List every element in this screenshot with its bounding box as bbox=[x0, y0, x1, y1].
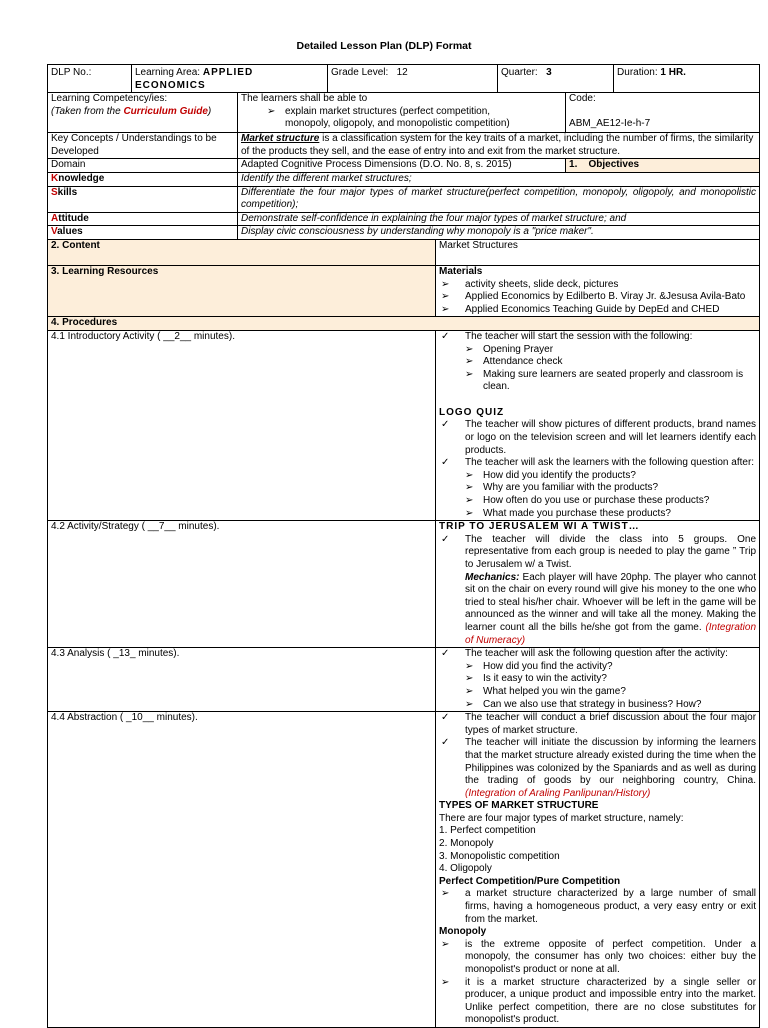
code-label: Code: bbox=[569, 93, 596, 105]
arrow-bullet-icon: ➢ bbox=[465, 495, 474, 507]
arrow-bullet-icon: ➢ bbox=[465, 507, 474, 519]
arrow-bullet-icon: ➢ bbox=[465, 356, 474, 368]
values-row bbox=[48, 226, 760, 240]
arrow-bullet-icon: ➢ bbox=[267, 105, 276, 117]
domain-value: Adapted Cognitive Process Dimensions (D.O. No. 8, s. 2015) bbox=[238, 159, 566, 173]
key-concepts-text: is a classification system for the key traits of a market, including the number of firms, the similarity of the products they sell, and the ease of entry into and exit from the market structure. bbox=[241, 133, 754, 157]
analysis-minutes: _13_ bbox=[113, 648, 136, 660]
competency-note-suffix: ) bbox=[207, 105, 212, 117]
competency-text-cell bbox=[238, 93, 566, 133]
attitude-objective: Demonstrate self-confidence in explaining the four major types of market structure; and bbox=[238, 212, 760, 226]
skills-objective: Differentiate the four major types of market structure(perfect competition, monopoly, oligopoly, and monopolistic competition); bbox=[238, 186, 760, 212]
duration-value: 1 HR. bbox=[660, 67, 686, 78]
competency-intro: The learners shall be able to bbox=[241, 93, 368, 105]
introductory-minutes: __2__ bbox=[163, 330, 192, 342]
code-cell bbox=[566, 93, 760, 133]
arrow-bullet-icon: ➢ bbox=[441, 976, 450, 988]
resource-item: Applied Economics by Edilberto B. Viray Jr. &Jesusa Avila-Bato bbox=[465, 291, 746, 303]
check-icon: ✓ bbox=[441, 737, 450, 749]
arrow-bullet-icon: ➢ bbox=[441, 888, 450, 900]
resources-label: 3. Learning Resources bbox=[48, 265, 436, 316]
grade-level-label: Grade Level: bbox=[331, 67, 389, 78]
dlp-no-cell bbox=[48, 65, 132, 93]
learning-area-label: Learning Area: bbox=[135, 67, 201, 78]
type-item: 1. Perfect competition bbox=[439, 825, 536, 837]
key-concepts-term: Market structure bbox=[241, 133, 320, 145]
abstraction-minutes: _10__ bbox=[126, 712, 154, 724]
attitude-row bbox=[48, 212, 760, 226]
activity-label: 4.2 Activity/Strategy ( __7__ minutes). bbox=[48, 521, 436, 648]
key-concepts-label: Key Concepts / Understandings to be Developed bbox=[48, 133, 238, 159]
arrow-bullet-icon: ➢ bbox=[465, 469, 474, 481]
type-item: 2. Monopoly bbox=[439, 838, 494, 850]
resources-cell bbox=[436, 265, 760, 316]
perfect-competition-title: Perfect Competition/Pure Competition bbox=[439, 875, 621, 887]
materials-heading: Materials bbox=[439, 265, 483, 277]
document-title: Detailed Lesson Plan (DLP) Format bbox=[296, 40, 472, 52]
history-integration-note: (Integration of Araling Panlipunan/History) bbox=[465, 787, 651, 799]
content-label: 2. Content bbox=[48, 239, 436, 265]
arrow-bullet-icon: ➢ bbox=[465, 660, 474, 672]
arrow-bullet-icon: ➢ bbox=[441, 938, 450, 950]
arrow-bullet-icon: ➢ bbox=[465, 343, 474, 355]
lesson-plan-table bbox=[47, 64, 760, 1028]
skills-row bbox=[48, 186, 760, 212]
competency-note-prefix: (Taken from the bbox=[51, 105, 124, 117]
arrow-bullet-icon: ➢ bbox=[441, 291, 450, 303]
domain-label: Domain bbox=[48, 159, 238, 173]
type-item: 3. Monopolistic competition bbox=[439, 850, 560, 862]
types-title: TYPES OF MARKET STRUCTURE bbox=[439, 800, 599, 812]
objectives-number: 1. bbox=[569, 159, 578, 171]
duration-label: Duration: bbox=[617, 67, 658, 78]
procedures-heading: 4. Procedures bbox=[48, 317, 760, 331]
dlp-no-label: DLP No.: bbox=[51, 67, 92, 78]
resources-row bbox=[48, 265, 760, 316]
quarter-value: 3 bbox=[546, 67, 552, 78]
objectives-heading-cell bbox=[566, 159, 760, 173]
key-concepts-text-cell bbox=[238, 133, 760, 159]
arrow-bullet-icon: ➢ bbox=[465, 698, 474, 710]
introductory-activity-row bbox=[48, 330, 760, 520]
activity-content: TRIP TO JERUSALEM WI A TWIST… ✓ The teacher will divide the class into 5 groups. One representative from each group is needed to play the game ” Trip to Jerusalem w/ a Twist. Mechanics: Each player will have 20php. The player who cannot sit on the chair on every round will give his money to the one who tried to steal his/her chair. Whoever will be left in the game will be announced as the winner and will take all the money. Making the learner count all the bills he/she got from the game. (Integration of Numeracy) bbox=[436, 521, 760, 648]
key-concepts-row bbox=[48, 133, 760, 159]
activity-minutes: __7__ bbox=[147, 521, 176, 533]
game-title: TRIP TO JERUSALEM WI A TWIST… bbox=[439, 521, 640, 533]
numeracy-integration-note: (Integration of Numeracy) bbox=[465, 621, 757, 646]
domain-row bbox=[48, 159, 760, 173]
duration-cell bbox=[614, 65, 760, 93]
values-objective: Display civic consciousness by understanding why monopoly is a "price maker". bbox=[238, 226, 760, 240]
arrow-bullet-icon: ➢ bbox=[441, 303, 450, 315]
check-icon: ✓ bbox=[441, 712, 450, 724]
learning-area-value: APPLIED ECONOMICS bbox=[135, 67, 254, 91]
grade-level-cell bbox=[328, 65, 498, 93]
values-label: Values bbox=[48, 226, 238, 240]
abstraction-content: ✓ The teacher will conduct a brief discussion about the four major types of market structure. ✓ The teacher will initiate the discussion by informing the learners that the market structure already existed during the time when the Philippines was colonized by the Spaniards and as well as during the trading of goods by our neighboring country, China. (Integration of Araling Panlipunan/History) TYPES OF MARKET STRUCTURE There are four major types of market structure, namely: 1. Perfect competition 2. Monopoly 3. Monopolistic competition 4. Oligopoly Perfect Competition/Pure Competition ➢ a market structure characterized by a large number of small firms, having a homogeneous product, a very easy entry or exit from the market. Monopoly ➢ is the extreme opposite of perfect competition. Under a monopoly, the consumer has only two choices: either buy the monopolist's product or none at all. ➢ it is a market structure characterized by a single seller or producer, a unique product and impossible entry into the market. Unlike perfect competition, there are no close substitutes for monopolist's product. bbox=[436, 712, 760, 1028]
check-icon: ✓ bbox=[441, 648, 450, 660]
abstraction-label: 4.4 Abstraction ( _10__ minutes). bbox=[48, 712, 436, 1028]
content-value: Market Structures bbox=[436, 239, 760, 265]
resource-item: activity sheets, slide deck, pictures bbox=[465, 278, 619, 290]
arrow-bullet-icon: ➢ bbox=[465, 685, 474, 697]
resource-item: Applied Economics Teaching Guide by DepEd and CHED bbox=[465, 303, 720, 315]
procedures-heading-row bbox=[48, 317, 760, 331]
introductory-label: 4.1 Introductory Activity ( __2__ minutes). bbox=[48, 330, 436, 520]
content-row bbox=[48, 239, 760, 265]
competency-label: Learning Competency/ies: bbox=[51, 93, 168, 105]
analysis-row bbox=[48, 648, 760, 712]
objectives-heading: Objectives bbox=[588, 159, 640, 171]
check-icon: ✓ bbox=[441, 457, 450, 469]
arrow-bullet-icon: ➢ bbox=[465, 368, 474, 380]
knowledge-row bbox=[48, 172, 760, 186]
check-icon: ✓ bbox=[441, 419, 450, 431]
skills-label: Skills bbox=[48, 186, 238, 212]
logo-quiz-title: LOGO QUIZ bbox=[439, 406, 505, 418]
curriculum-guide-link[interactable]: Curriculum Guide bbox=[123, 105, 208, 117]
check-icon: ✓ bbox=[441, 330, 450, 342]
attitude-label: Attitude bbox=[48, 212, 238, 226]
arrow-bullet-icon: ➢ bbox=[441, 278, 450, 290]
header-row bbox=[48, 65, 760, 93]
arrow-bullet-icon: ➢ bbox=[465, 673, 474, 685]
knowledge-label: Knowledge bbox=[48, 172, 238, 186]
analysis-content: ✓ The teacher will ask the following question after the activity: ➢ How did you find the activity? ➢ Is it easy to win the activity? ➢ What helped you win the game? ➢ Can we also use that strategy in business? How? bbox=[436, 648, 760, 712]
grade-level-value: 12 bbox=[396, 67, 408, 78]
knowledge-objective: Identify the different market structures; bbox=[238, 172, 760, 186]
analysis-label: 4.3 Analysis ( _13_ minutes). bbox=[48, 648, 436, 712]
activity-strategy-row bbox=[48, 521, 760, 648]
code-value: ABM_AE12-Ie-h-7 bbox=[569, 117, 651, 129]
introductory-content: ✓ The teacher will start the session with the following: ➢ Opening Prayer ➢ Attendance check ➢ Making sure learners are seated properly and classroom is clean. LOGO QUIZ ✓ The teacher will show pictures of different products, brand names or logo on the television screen and will let learners identify each products. ✓ The teacher will ask the learners with the following question after: ➢ How did you identify the products? ➢ Why are you familiar with the products? ➢ How often do you use or purchase these products? ➢ What made you purchase these products? bbox=[436, 330, 760, 520]
mechanics-label: Mechanics: bbox=[465, 571, 520, 583]
type-item: 4. Oligopoly bbox=[439, 863, 492, 875]
check-icon: ✓ bbox=[441, 533, 450, 545]
competency-label-cell bbox=[48, 93, 238, 133]
quarter-cell bbox=[498, 65, 614, 93]
abstraction-row bbox=[48, 712, 760, 1028]
competency-item: explain market structures (perfect competition, monopoly, oligopoly, and monopolistic competition) bbox=[285, 105, 510, 130]
competency-row bbox=[48, 93, 760, 133]
quarter-label: Quarter: bbox=[501, 67, 538, 78]
types-intro: There are four major types of market structure, namely: bbox=[439, 812, 684, 824]
arrow-bullet-icon: ➢ bbox=[465, 482, 474, 494]
monopoly-title: Monopoly bbox=[439, 926, 487, 938]
learning-area-cell bbox=[132, 65, 328, 93]
